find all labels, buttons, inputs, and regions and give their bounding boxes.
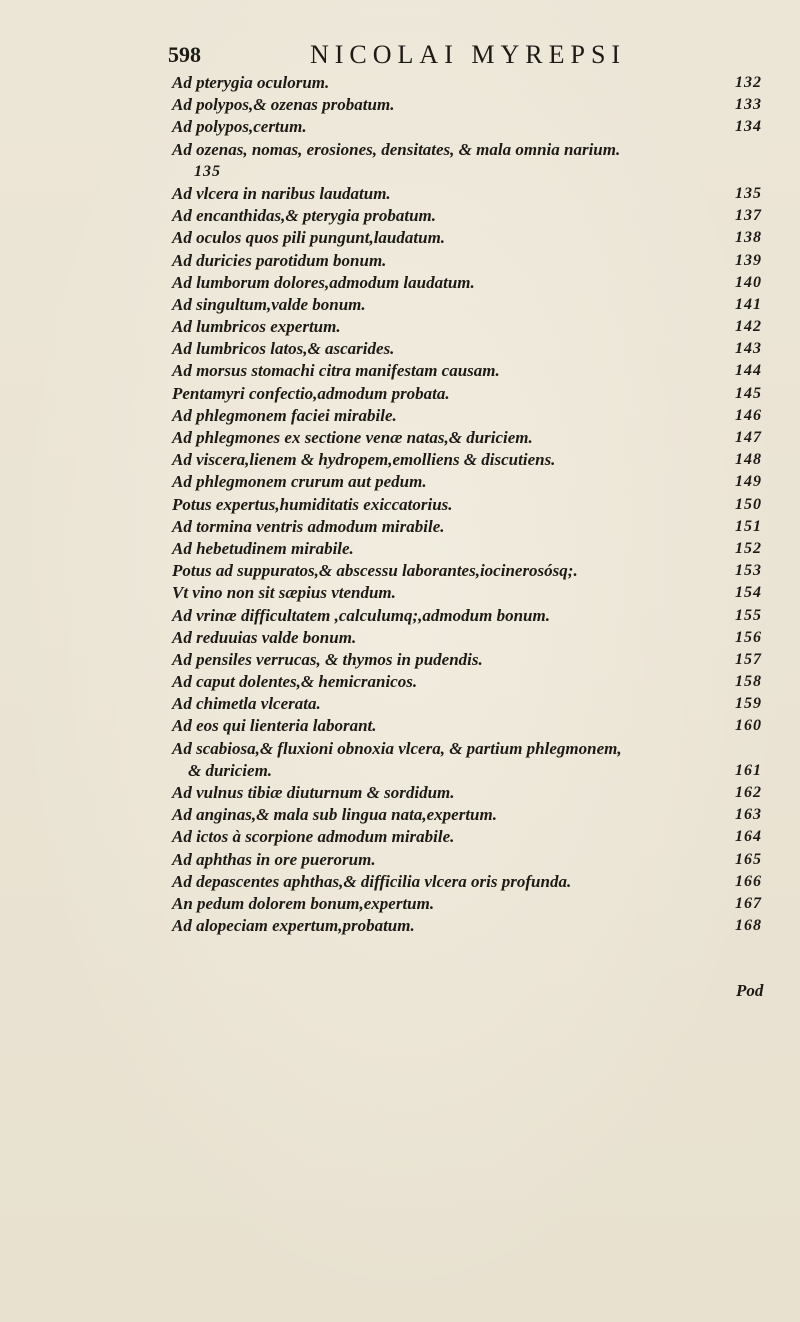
entry-text: Ad ozenas, nomas, erosiones, densitates, & mala omnia narium.: [172, 139, 621, 159]
entry-number: 139: [735, 251, 762, 269]
index-entry: [172, 294, 782, 316]
entry-text: Ad pensiles verrucas, & thymos in pudendis.: [172, 649, 483, 669]
entry-number: 153: [735, 562, 762, 580]
entry-text: Ad anginas,& mala sub lingua nata,expertum.: [172, 805, 497, 825]
entry-number: 134: [735, 118, 762, 136]
index-entry: [172, 849, 782, 871]
index-entry: [172, 94, 782, 116]
entry-number: 154: [735, 584, 762, 602]
entry-text: Ad vlcera in naribus laudatum.: [172, 183, 391, 203]
index-entry: [172, 338, 782, 360]
entry-text: Vt vino non sit sæpius vtendum.: [172, 583, 396, 603]
index-entry: [172, 738, 782, 760]
entry-number: 162: [735, 784, 762, 801]
entry-text: Ad caput dolentes,& hemicranicos.: [172, 672, 418, 692]
entry-number: 148: [735, 451, 762, 469]
index-entry: [172, 383, 782, 405]
entry-number: 150: [735, 495, 762, 513]
entry-number: 168: [735, 917, 762, 935]
entry-text: Potus expertus,humiditatis exiccatorius.: [172, 494, 453, 514]
entry-number: 141: [735, 295, 762, 313]
entry-text: Ad phlegmonem faciei mirabile.: [172, 405, 397, 425]
entry-text: Ad pterygia oculorum.: [172, 73, 330, 92]
index-entry: [172, 360, 782, 382]
entry-number: 157: [735, 650, 762, 668]
entry-number: 145: [735, 384, 762, 402]
entry-text: Ad phlegmones ex sectione venæ natas,& duriciem.: [172, 428, 533, 447]
page-number: 598: [168, 42, 201, 67]
entry-text: Ad hebetudinem mirabile.: [172, 538, 354, 558]
entry-number: 155: [735, 606, 762, 624]
entry-text: Ad phlegmonem crurum aut pedum.: [172, 472, 427, 492]
index-entry: [172, 139, 782, 161]
index-entry: [172, 715, 782, 737]
entry-text: Ad scabiosa,& fluxioni obnoxia vlcera, & partium phlegmonem,: [172, 738, 622, 758]
entry-number: 144: [735, 362, 762, 380]
index-entry: [172, 316, 782, 338]
entry-number: 142: [735, 318, 762, 336]
entry-number: 146: [735, 406, 762, 424]
entry-text: & duriciem.: [188, 760, 273, 780]
entry-number: 156: [735, 628, 762, 646]
entry-text: Ad tormina ventris admodum mirabile.: [172, 516, 445, 536]
index-entry: [172, 760, 782, 782]
entry-text: Ad aphthas in ore puerorum.: [172, 849, 376, 869]
entry-number: 159: [735, 695, 762, 713]
index-entry: [172, 782, 782, 804]
catchword: Pod: [736, 981, 764, 1000]
entry-text: Ad ictos à scorpione admodum mirabile.: [172, 827, 455, 847]
entry-number: 143: [735, 340, 762, 358]
entry-text: Ad polypos,certum.: [172, 117, 307, 137]
entry-number: 135: [194, 162, 221, 180]
entry-text: Ad lumbricos expertum.: [172, 317, 341, 337]
page-header: [168, 40, 728, 70]
entry-text: Ad lumbricos latos,& ascarides.: [172, 339, 395, 359]
entry-text: Ad vrinæ difficultatem ,calculumq;,admodum bonum.: [172, 605, 550, 625]
entry-text: Pentamyri confectio,admodum probata.: [172, 383, 450, 403]
entry-text: Ad reduuias valde bonum.: [172, 627, 357, 647]
entry-text: Ad vulnus tibiæ diuturnum & sordidum.: [172, 783, 455, 802]
entry-number: 149: [735, 473, 762, 491]
index-entry: [172, 915, 782, 937]
entry-number: 135: [735, 184, 762, 202]
index-entry: [172, 250, 782, 272]
index-entry: [172, 272, 782, 294]
entry-number: 140: [735, 273, 762, 291]
entry-number: 137: [735, 207, 762, 225]
entry-text: Ad oculos quos pili pungunt,laudatum.: [172, 228, 446, 248]
index-entry: [172, 560, 782, 582]
index-entry: [172, 671, 782, 693]
entry-text: Ad morsus stomachi citra manifestam causam.: [172, 361, 500, 381]
entry-text: Ad chimetla vlcerata.: [172, 694, 321, 714]
entry-text: Ad alopeciam expertum,probatum.: [172, 916, 415, 936]
entry-text: Ad duricies parotidum bonum.: [172, 250, 387, 270]
index-entry: [172, 693, 782, 715]
index-entry: [172, 227, 782, 249]
entry-number: 165: [735, 850, 762, 868]
index-entry: [172, 649, 782, 671]
index-entry: [172, 582, 782, 604]
entry-number: 147: [735, 429, 762, 446]
entry-text: Ad depascentes aphthas,& difficilia vlcera oris profunda.: [172, 871, 572, 891]
entry-number: 152: [735, 539, 762, 557]
index-entry: [172, 826, 782, 848]
entry-text: Ad eos qui lienteria laborant.: [172, 716, 377, 736]
index-entry: [172, 449, 782, 471]
index-entry: [172, 516, 782, 538]
entry-text: An pedum dolorem bonum,expertum.: [172, 893, 435, 913]
index-entry: [172, 871, 782, 893]
index-entry: [172, 804, 782, 826]
entry-number: 164: [735, 828, 762, 846]
entry-number: 133: [735, 96, 762, 114]
entry-text: Ad polypos,& ozenas probatum.: [172, 95, 395, 115]
entry-number: 151: [735, 517, 762, 535]
index-entry: [172, 893, 782, 915]
index-entry: [172, 494, 782, 516]
index-entry: [172, 116, 782, 138]
index-entry: [172, 427, 782, 449]
entry-text: Ad lumborum dolores,admodum laudatum.: [172, 272, 475, 292]
entry-text: Potus ad suppuratos,& abscessu laborantes,iocinerosósq;.: [172, 561, 578, 581]
index-entry: [172, 205, 782, 227]
index-entry: [172, 627, 782, 649]
entry-number: 132: [735, 74, 762, 91]
entry-text: Ad singultum,valde bonum.: [172, 294, 366, 314]
index-entry: [172, 183, 782, 205]
entry-text: Ad encanthidas,& pterygia probatum.: [172, 206, 436, 226]
index-entries: [172, 72, 782, 937]
index-entry: [172, 161, 782, 183]
index-entry: [172, 72, 782, 94]
entry-text: Ad viscera,lienem & hydropem,emolliens & discutiens.: [172, 450, 556, 470]
index-entry: [172, 605, 782, 627]
index-entry: [172, 405, 782, 427]
entry-number: 166: [735, 872, 762, 890]
entry-number: 163: [735, 806, 762, 824]
index-entry: [172, 538, 782, 560]
entry-number: 161: [735, 761, 762, 779]
entry-number: 160: [735, 717, 762, 735]
running-title: NICOLAI MYREPSI: [310, 40, 627, 69]
entry-number: 167: [735, 894, 762, 912]
entry-number: 158: [735, 673, 762, 691]
index-entry: [172, 471, 782, 493]
entry-number: 138: [735, 229, 762, 247]
